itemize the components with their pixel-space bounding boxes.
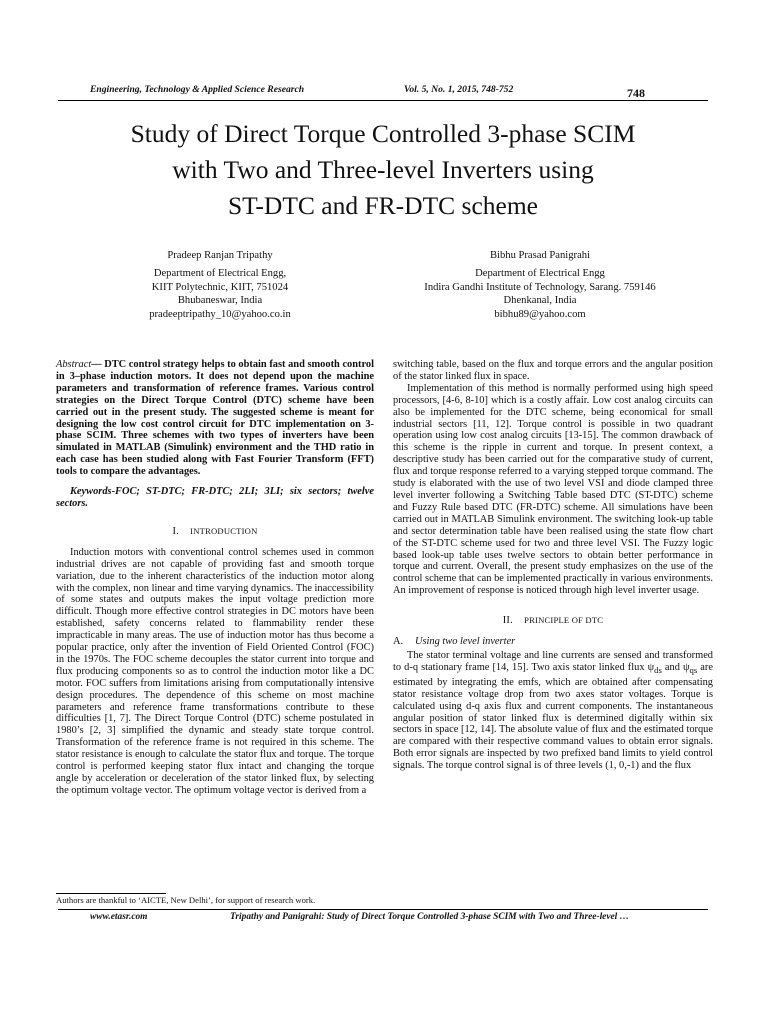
author-department: Department of Electrical Engg (475, 268, 605, 280)
journal-name: Engineering, Technology & Applied Science Research (90, 84, 305, 95)
footer-rule (58, 909, 708, 910)
continued-paragraph: switching table, based on the flux and torque errors and the angular position of the stator linked flux in space. (393, 359, 713, 382)
footer-website: www.etasr.com (90, 912, 148, 922)
right-column (393, 359, 713, 772)
author-email: bibhu89@yahoo.com (494, 308, 586, 320)
author-city: Bhubaneswar, India (177, 295, 263, 307)
abstract-label: Abstract (56, 359, 92, 370)
author-name: Pradeep Ranjan Tripathy (167, 250, 273, 261)
volume-info: Vol. 5, No. 1, 2015, 748-752 (404, 84, 514, 95)
section-heading-principle: II. PRINCIPLE OF DTC (502, 615, 604, 627)
author-name: Bibhu Prasad Panigrahi (489, 250, 591, 261)
footnote: Authors are thankful to ‘AICTE, New Delhi’, for support of research work. (56, 895, 316, 905)
author-department: Department of Electrical Engg, (153, 268, 287, 280)
author-block-1 (100, 249, 340, 321)
author-email: pradeeptripathy_10@yahoo.co.in (149, 308, 291, 320)
paper-title (58, 116, 708, 224)
footer-citation: Tripathy and Panigrahi: Study of Direct Torque Controlled 3-phase SCIM with Two and Three-level … (230, 912, 629, 922)
abstract (56, 359, 374, 478)
title-line-1: Study of Direct Torque Controlled 3-phase SCIM (130, 119, 636, 148)
section-heading-introduction: I. INTRODUCTION (172, 525, 258, 537)
left-column (56, 359, 374, 797)
title-line-3: ST-DTC and FR-DTC scheme (228, 191, 538, 220)
author-institution: KIIT Polytechnic, KIIT, 751024 (151, 281, 289, 293)
section-title: INTRODUCTION (190, 525, 258, 536)
header-rule (58, 100, 708, 101)
intro-paragraph: Induction motors with conventional control schemes used in common industrial drives are not capable of providing fast and smooth torque variation, due to the inherent characteristics of the induction motor along with the complex, non linear and time varying dynamics. The inaccessibility of some states and outputs makes the input voltage prediction more difficult. Though more effective control strategies in DC motors have been established, safety concerns related to flammability render these impracticable in many areas. The use of induction motor has thus become a popular practice, only after the invention of Field Oriented Control (FOC) in the 1970s. The FOC scheme decouples the stator current into torque and flux producing components so as to control the induction motor like a DC motor. FOC suffers from limitations arising from computationally intensive design procedures. The dependence of this scheme on most machine parameters and reference frame transformations contribute to these difficulties [1, 7]. The Direct Torque Control (DTC) scheme postulated in 1980’s [2, 3] simplified the dynamic and steady state torque control. Transformation of the reference frame is not required in this scheme. The stator resistance is enough to calculate the stator flux and torque. The torque control is performed keeping stator flux intact and changing the torque angle by acceleration or deceleration of the stator linked flux, by selecting the optimum voltage vector. The optimum voltage vector is derived from a (56, 546, 374, 796)
keywords: Keywords-FOC; ST-DTC; FR-DTC; 2LI; 3LI; six sectors; twelve sectors. (56, 486, 374, 509)
title-line-2: with Two and Three-level Inverters using (172, 155, 594, 184)
page-number: 748 (627, 86, 645, 100)
footnote-rule (56, 893, 166, 894)
author-city: Dhenkanal, India (503, 295, 577, 307)
subsection-heading: A. Using two level inverter (393, 636, 516, 648)
principle-paragraph: The stator terminal voltage and line currents are sensed and transformed to d-q stationary frame [14, 15]. Two axis stator linked flux $\psi_{ds}$ and $\psi_{qs}$ are estimated by integrating the emfs, which are obtained after compensating stator resistance voltage drop from two axes stator voltages. Torque is calculated using d-q axis flux and current components. The instantaneous angular position of stator linked flux is determined digitally within six sectors in space [12, 14]. The absolute value of flux and the estimated torque are compared with their respective command values to obtain error signals. Both error signals are inspected by two prefixed band limits to yield control signals. The torque control signal is of three levels (1, 0,-1) and the flux (393, 649, 713, 772)
author-institution: Indira Gandhi Institute of Technology, Sarang. 759146 (424, 281, 656, 293)
paragraph-implementation: Implementation of this method is normally performed using high speed processors, [4-6, 8-10] which is a costly affair. Low cost analog circuits can also be implemented for the DTC scheme, being economical for small industrial sectors [11, 12]. Torque control is possible in two quadrant operation using low cost analog circuits [13-15]. The common drawback of this scheme is the ripple in current and torque. In present context, a descriptive study has been carried out for the comparative study of current, flux and torque response referred to a varying stepped torque command. The study is elaborated with the use of two level VSI and diode clamped three level inverter following a Switching Table based DTC (ST-DTC) scheme and Fuzzy Rule based DTC (FR-DTC) scheme. All simulations have been carried out in MATLAB Simulink environment. The switching look-up table and sector determination table have been realised using the state flow chart of the ST-DTC scheme used for two and three level VSI. The Fuzzy logic based look-up table uses twelve sectors to obtain better performance in torque and current. Overall, the present study emphasizes on the use of the control scheme that can be implemented practically in various environments. An improvement of response is noticed through high level inverter usage. (393, 382, 713, 597)
section-title: PRINCIPLE OF DTC (524, 615, 604, 626)
author-block-2 (380, 249, 700, 321)
abstract-text: — DTC control strategy helps to obtain fast and smooth control in 3–phase induction motors. It does not depend upon the machine parameters and transformation of reference frames. Various control strategies on the Direct Torque Control (DTC) scheme have been carried out in the present study. The suggested scheme is meant for designing the low cost control circuit for DTC implementation on 3-phase SCIM. Three schemes with two types of inverters have been simulated in MATLAB (Simulink) environment and the THD ratio in each case has been studied along with Fast Fourier Transform (FFT) tools to compare the advantages. (56, 359, 374, 478)
